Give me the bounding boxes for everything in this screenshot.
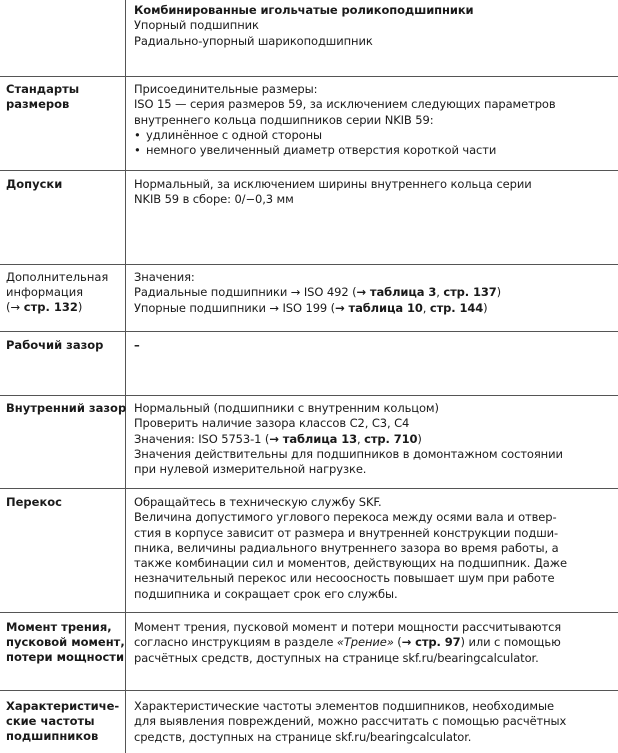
row-separator [0,612,618,613]
row-content-frequencies: Характеристические частоты элементов подшипников, необходимые для выявления повреждений, можно рассчитать с помощью расчётных средств, доступных на странице skf.ru/bearingcalculator. [134,699,567,744]
row-label-frequencies: Характеристиче- ские частоты подшипников [6,699,120,743]
section-ref: «Трение» [336,635,394,650]
row-label-operating-clearance: Рабочий зазор [6,338,104,352]
page-ref-link[interactable]: стр. 137 [443,285,497,300]
row-label-misalignment: Перекос [6,495,62,509]
row-label-tolerances: Допуски [6,177,63,191]
row-label-additional-info: Дополнительная информация (→ стр. 132) [6,270,109,314]
row-content-misalignment: Обращайтесь в техническую службу SKF. Величина допустимого углового перекоса между осями вала и отвер- стия в корпусе зависит от размера и внутренней конструкции подши- пника, величины радиального внутреннего зазора во время работы, а также комбинации сил и моментов, действующих на подшипник. Даже незначительный перекос или несоосность повышает шум при работе подшипника и сокращает срок его службы. [134,495,567,601]
list-item: • немного увеличенный диаметр отверстия короткой части [134,143,612,158]
column-divider [125,0,126,753]
row-separator [0,264,618,265]
table-ref-link[interactable]: → таблица 3 [356,285,437,300]
row-content-operating-clearance: – [134,338,140,352]
bearing-types [134,3,612,49]
page-ref-link[interactable]: стр. 144 [429,300,484,315]
row-content-tolerances: Нормальный, за исключением ширины внутреннего кольца серии NKIB 59 в сборе: 0/−0,3 мм [134,177,532,207]
table-ref-link[interactable]: → таблица 13 [269,431,357,446]
bearing-type-line: Упорный подшипник [134,18,259,33]
row-content-friction: Момент трения, пусковой момент и потери мощности рассчитываются согласно инструкциям в разделе «Трение» (→ стр. 97) или с помощью расчётных средств, доступных на странице skf.ru/bearingcalculator. [134,620,562,665]
row-separator [0,170,618,171]
bearing-type-line: Радиально-упорный шарикоподшипник [134,33,373,48]
row-separator [0,76,618,77]
row-separator [0,690,618,691]
row-label-friction: Момент трения, пусковой момент, потери мощности [6,620,125,664]
row-content-additional-info: Значения: Радиальные подшипники → ISO 492 (→ таблица 3, стр. 137) Упорные подшипники → ISO 199 (→ таблица 10, стр. 144) [134,270,502,315]
row-content-internal-clearance: Нормальный (подшипники с внутренним кольцом) Проверить наличие зазора классов C2, C3, C4 Значения: ISO 5753-1 (→ таблица 13, стр. 710) Значения действительны для подшипников в домонтажном состоянии при нулевой измерительной нагрузке. [134,401,563,477]
row-label-internal-clearance: Внутренний зазор [6,401,127,415]
row-separator [0,331,618,332]
row-separator [0,395,618,396]
list-item: • удлинённое с одной стороны [134,128,612,143]
row-content-standards: Присоединительные размеры: ISO 15 — серия размеров 59, за исключением следующих параметров внутреннего кольца подшипников серии NKIB 59: • удлинённое с одной стороны • немного увеличенный диаметр отверстия короткой части [134,82,612,158]
page-ref-link[interactable]: → стр. 97 [401,635,461,650]
row-label-standards: Стандарты размеров [6,82,80,111]
table-ref-link[interactable]: → таблица 10 [335,300,423,315]
page-ref-link[interactable]: стр. 132 [23,300,78,314]
page-ref-link[interactable]: стр. 710 [364,431,418,446]
row-separator [0,488,618,489]
table-title: Комбинированные игольчатые роликоподшипники [134,3,474,17]
